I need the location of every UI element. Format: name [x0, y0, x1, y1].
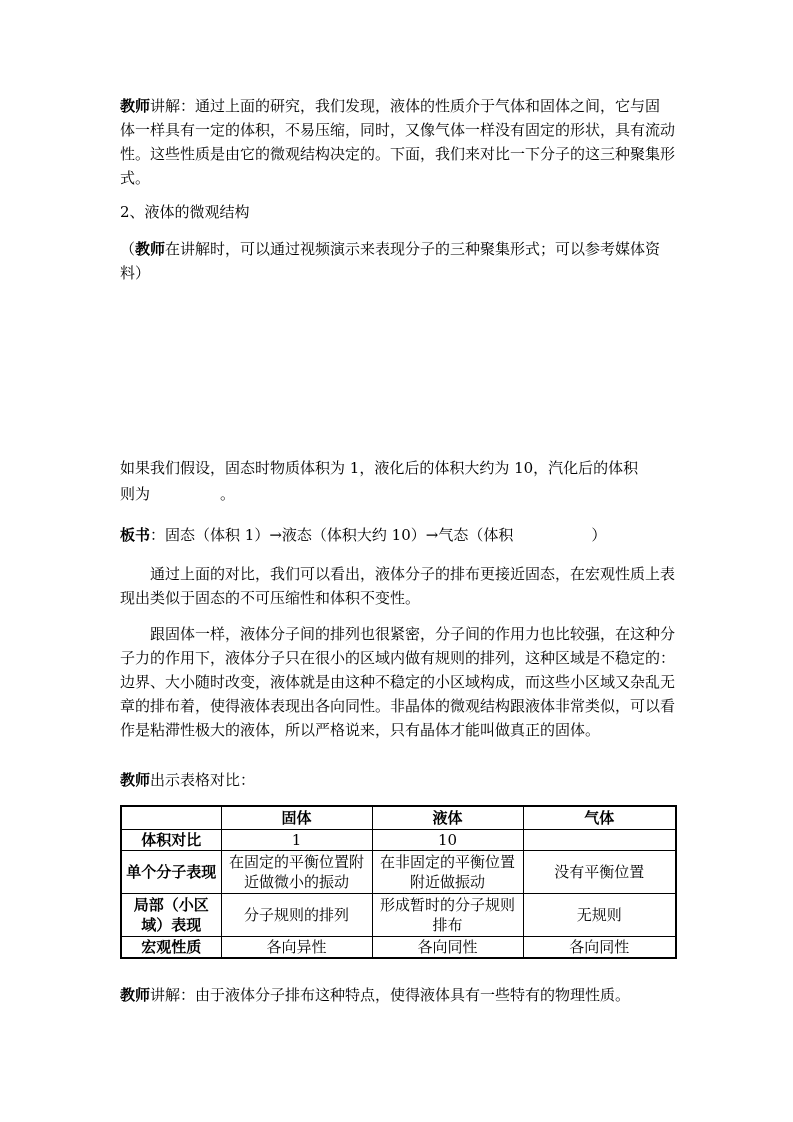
table-header-row — [121, 806, 676, 830]
table-row — [121, 937, 676, 959]
teacher-label: 教师 — [135, 240, 166, 258]
table-row — [121, 894, 676, 937]
table-header-cell: 气体 — [523, 806, 676, 830]
table-header-cell — [121, 806, 221, 830]
paragraph-text: 在讲解时，可以通过视频演示来表现分子的三种聚集形式；可以参考媒体资料） — [120, 240, 661, 282]
teacher-label: 教师 — [120, 986, 151, 1004]
table-row — [121, 851, 676, 894]
paragraph-teacher-explanation-1 — [120, 94, 675, 190]
table-cell: 没有平衡位置 — [523, 851, 676, 894]
table-cell: 在固定的平衡位置附近做微小的振动 — [221, 851, 372, 894]
row-header-cell: 单个分子表现 — [121, 851, 221, 894]
paragraph-teacher-explanation-2 — [120, 983, 675, 1007]
board-text: ：固态（体积 1）→液态（体积大约 10）→气态（体积 — [150, 526, 514, 544]
table-cell: 10 — [372, 830, 523, 851]
row-header-cell: 体积对比 — [121, 830, 221, 851]
table-cell: 各向同性 — [372, 937, 523, 959]
table-cell: 形成暂时的分子规则排布 — [372, 894, 523, 937]
table-cell: 1 — [221, 830, 372, 851]
paragraph-volume-assumption — [120, 455, 675, 507]
table-cell — [523, 830, 676, 851]
teacher-label: 教师 — [120, 771, 151, 789]
line-1: 如果我们假设，固态时物质体积为 1，液化后的体积大约为 10，汽化后的体积 — [120, 459, 639, 477]
board-label: 板书 — [120, 526, 151, 544]
table-cell: 各向异性 — [221, 937, 372, 959]
table-header-cell: 固体 — [221, 806, 372, 830]
paragraph-teacher-table-intro — [120, 768, 675, 792]
teacher-label: 教师 — [120, 97, 151, 115]
open-paren: （ — [120, 240, 136, 258]
table-cell: 在非固定的平衡位置附近做振动 — [372, 851, 523, 894]
row-header-cell: 宏观性质 — [121, 937, 221, 959]
paragraph-board-note — [120, 523, 675, 547]
line-2-end: 。 — [220, 485, 236, 503]
table-row — [121, 830, 676, 851]
paragraph-teacher-note — [120, 237, 675, 285]
line-2-start: 则为 — [120, 485, 151, 503]
paragraph-liquid-structure: 跟固体一样，液体分子间的排列也很紧密，分子间的作用力也比较强，在这种分子力的作用下，液体分子只在很小的区域内做有规则的排列，这种区域是不稳定的：边界、大小随时改变，液体就是由这种不稳定的小区域构成，而这些小区域又杂乱无章的排布着，使得液体表现出各向同性。非晶体的微观结构跟液体非常类似，可以看作是粘滞性极大的液体，所以严格说来，只有晶体才能叫做真正的固体。 — [120, 625, 676, 739]
board-close: ） — [591, 526, 607, 544]
paragraph-text: 出示表格对比： — [150, 771, 256, 789]
comparison-table — [120, 805, 677, 959]
section-heading-liquid-microstructure: 2、液体的微观结构 — [120, 203, 250, 221]
paragraph-comparison-summary: 通过上面的对比，我们可以看出，液体分子的排布更接近固态，在宏观性质上表现出类似于固态的不可压缩性和体积不变性。 — [120, 565, 676, 607]
paragraph-text: 讲解：通过上面的研究，我们发现，液体的性质介于气体和固体之间，它与固体一样具有一定的体积，不易压缩，同时，又像气体一样没有固定的形状，具有流动性。这些性质是由它的微观结构决定的。下面，我们来对比一下分子的这三种聚集形式。 — [120, 97, 676, 187]
table-cell: 各向同性 — [523, 937, 676, 959]
table-header-cell: 液体 — [372, 806, 523, 830]
table-cell: 无规则 — [523, 894, 676, 937]
paragraph-text: 讲解：由于液体分子排布这种特点，使得液体具有一些特有的物理性质。 — [150, 986, 631, 1004]
table-cell: 分子规则的排列 — [221, 894, 372, 937]
row-header-cell: 局部（小区域）表现 — [121, 894, 221, 937]
